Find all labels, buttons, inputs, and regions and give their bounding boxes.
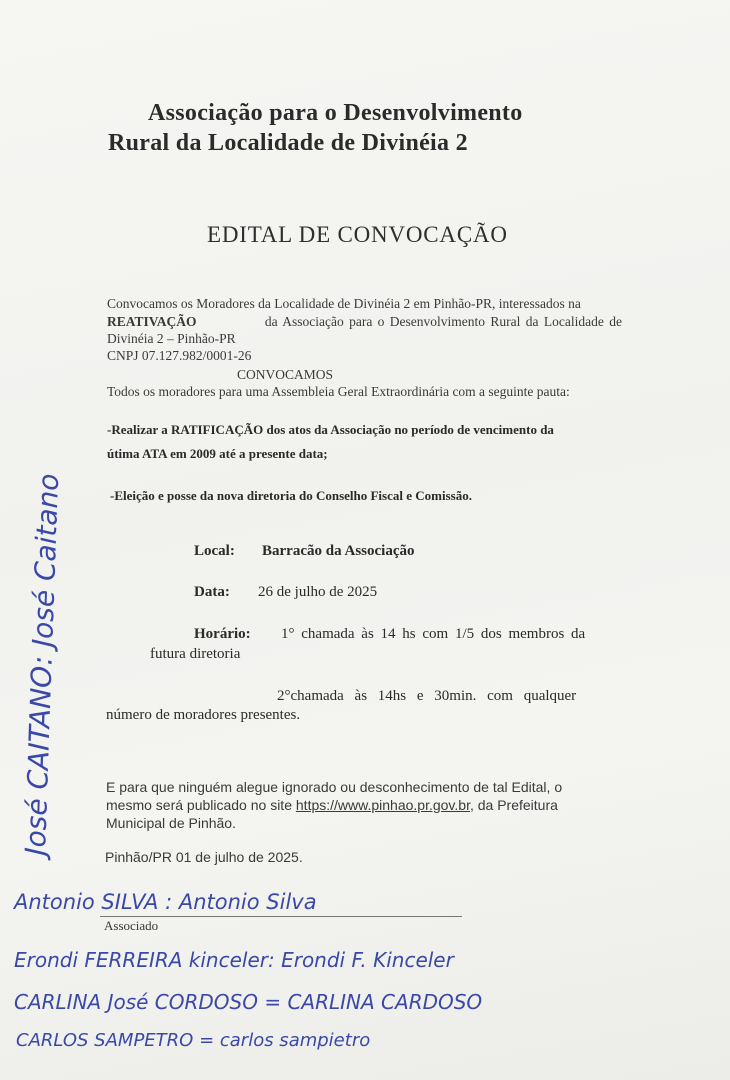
notice-line2-pre: mesmo será publicado no site — [106, 797, 292, 813]
notice-line2 — [106, 797, 558, 813]
convocamos-heading: CONVOCAMOS — [237, 367, 334, 382]
local-label: Local: — [194, 543, 235, 559]
handwritten-signature: Antonio SILVA : Antonio Silva — [14, 890, 317, 914]
intro-line1: Convocamos os Moradores da Localidade de Divinéia 2 em Pinhão-PR, interessados na — [107, 296, 581, 311]
cnpj: CNPJ 07.127.982/0001-26 — [107, 348, 252, 363]
reativacao-word: REATIVAÇÃO — [107, 314, 197, 329]
second-call-line1: 2°chamada às 14hs e 30min. com qualquer — [277, 688, 577, 704]
signature-role: Associado — [104, 918, 159, 933]
org-name-line1: Associação para o Desenvolvimento — [148, 100, 523, 126]
todos-line: Todos os moradores para uma Assembleia Geral Extraordinária com a seguinte pauta: — [107, 384, 570, 399]
place-date: Pinhão/PR 01 de julho de 2025. — [105, 849, 303, 865]
data-label: Data: — [194, 584, 230, 600]
org-name-line2: Rural da Localidade de Divinéia 2 — [108, 130, 468, 156]
pauta-item1-line2: útima ATA em 2009 até a presente data; — [107, 446, 328, 461]
site-link[interactable]: https://www.pinhao.pr.gov.br — [295, 797, 470, 813]
handwritten-margin-note: José CAITANO: José Caitano — [18, 472, 66, 857]
pauta-item2: -Eleição e posse da nova diretoria do Conselho Fiscal e Comissão. — [110, 488, 472, 503]
notice-line3: Municipal de Pinhão. — [106, 815, 236, 831]
signature-line — [100, 916, 462, 917]
handwritten-note-3: CARLOS SAMPETRO = carlos sampietro — [16, 1030, 371, 1051]
handwritten-note-1: Erondi FERREIRA kinceler: Erondi F. Kinceler — [14, 948, 454, 972]
document-title: EDITAL DE CONVOCAÇÃO — [207, 222, 508, 247]
notice-line1: E para que ninguém alegue ignorado ou desconhecimento de tal Edital, o — [106, 779, 563, 795]
intro-line3: Divinéia 2 – Pinhão-PR — [107, 331, 236, 346]
intro-line2-rest: da Associação para o Desenvolvimento Rural da Localidade de — [264, 314, 622, 329]
second-call-line2: número de moradores presentes. — [106, 707, 301, 723]
data-value: 26 de julho de 2025 — [258, 584, 378, 600]
local-value: Barracão da Associação — [262, 543, 415, 559]
horario-value-line2: futura diretoria — [150, 646, 241, 662]
notice-line2-post: , da Prefeitura — [469, 797, 558, 813]
intro-line2 — [107, 314, 622, 330]
horario-value-line1: 1° chamada às 14 hs com 1/5 dos membros da — [281, 626, 586, 642]
pauta-item1-line1: -Realizar a RATIFICAÇÃO dos atos da Associação no período de vencimento da — [107, 422, 554, 437]
horario-label: Horário: — [194, 626, 251, 642]
handwritten-note-2: CARLINA José CORDOSO = CARLINA CARDOSO — [14, 990, 483, 1014]
